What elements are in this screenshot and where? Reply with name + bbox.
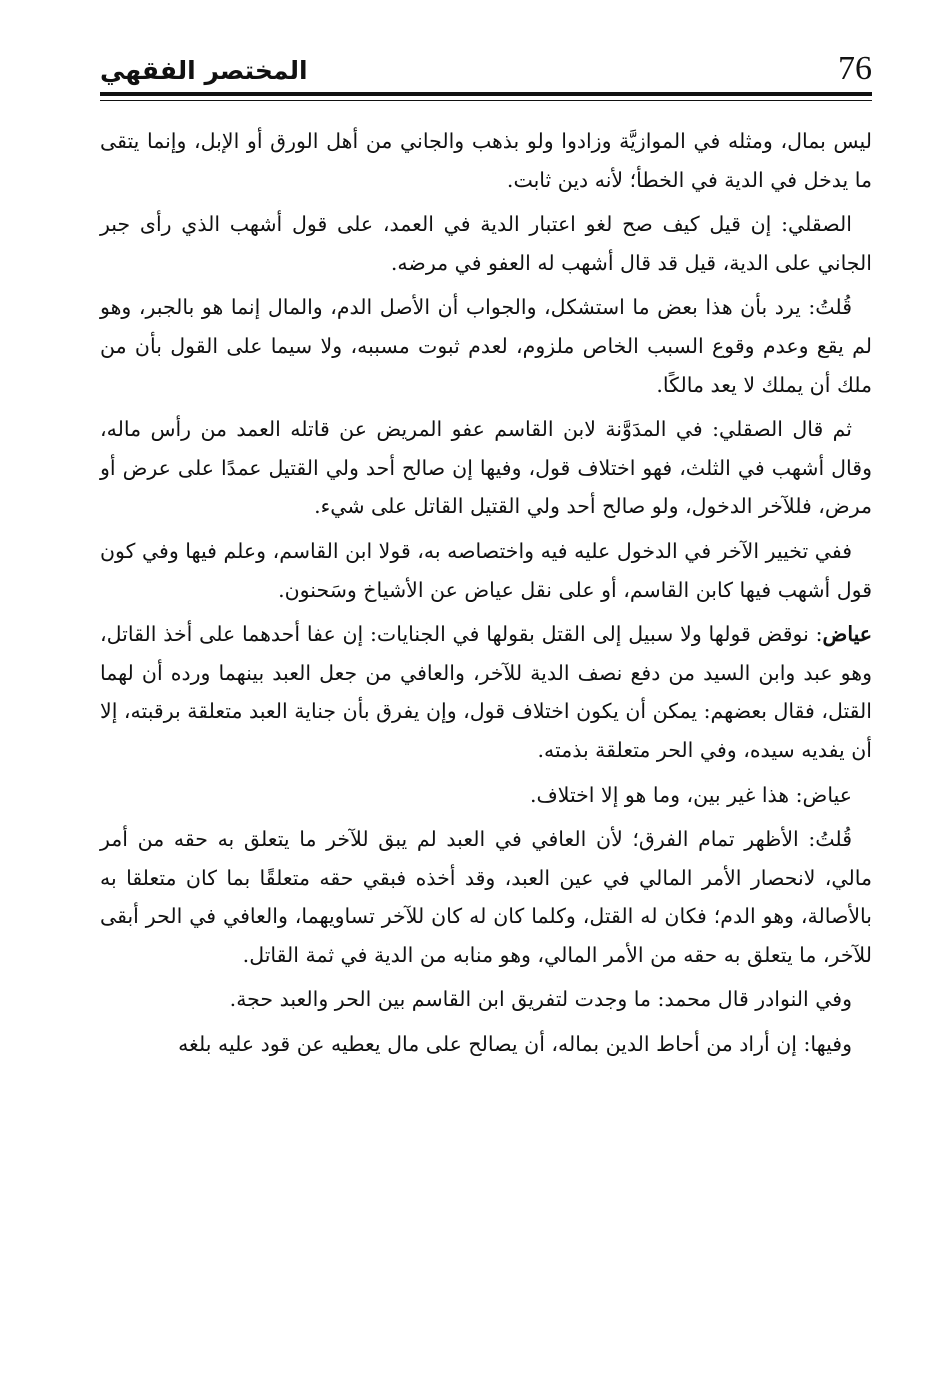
paragraph-3: قُلتُ: يرد بأن هذا بعض ما استشكل، والجواب أن الأصل الدم، والمال إنما هو بالجبر، وهو لم يقع وعدم وقوع السبب الخاص ملزوم، لعدم ثبوت مسببه، ولا سيما على القول بأن من ملك أن يملك لا يعد مالكًا. xyxy=(100,295,872,397)
paragraph-9: وفي النوادر قال محمد: ما وجدت لتفريق ابن القاسم بين الحر والعبد حجة. xyxy=(229,987,852,1012)
header-rule-thin xyxy=(100,100,872,101)
paragraph-7: عياض: هذا غير بين، وما هو إلا اختلاف. xyxy=(529,782,852,807)
book-title: المختصر الفقهي xyxy=(100,56,308,85)
paragraph-8: قُلتُ: الأظهر تمام الفرق؛ لأن العافي في العبد لم يبق للآخر ما يتعلق به حقه من أمر مالي، لانحصار الأمر المالي في عين العبد، وقد أخذه فبقي حقه متعلقًا بما كان متعلقا به بالأصالة، وهو الدم؛ فكان له القتل، وكلما كان له كان للآخر تساويهما، والعافي في الحر أبقى للآخر، ما يتعلق به حقه من الأمر المالي، وهو منابه من الدية في ثمة القاتل. xyxy=(100,827,872,967)
paragraph-6-text: : نوقض قولها ولا سبيل إلى القتل بقولها في الجنايات: إن عفا أحدهما على أخذ القاتل، وهو عبد وابن السيد من دفع نصف الدية للآخر، والعافي من جعل العبد بينهما ورده أن لهما القتل، فقال بعضهم: يمكن أن يكون اختلاف قول، وإن يفرق بأن جناية العبد متعلقة برقبته، إلا أن يفديه سيده، وفي الحر متعلقة بذمته. xyxy=(100,622,872,762)
paragraph-10: وفيها: إن أراد من أحاط الدين بماله، أن يصالح على مال يعطيه عن قود عليه بلغه xyxy=(178,1032,852,1057)
paragraph-1: ليس بمال، ومثله في الموازيَّة وزادوا ولو بذهب والجاني من أهل الورق أو الإبل، وإنما يتقى ما يدخل في الدية في الخطأ؛ لأنه دين ثابت. xyxy=(100,129,872,192)
paragraph-6-label: عياض xyxy=(822,622,872,647)
page-number: 76 xyxy=(838,50,872,87)
paragraph-6 xyxy=(100,615,872,769)
page-header xyxy=(100,50,872,90)
paragraph-4: ثم قال الصقلي: في المدَوَّنة لابن القاسم عفو المريض عن قاتله العمد من رأس ماله، وقال أشهب في الثلث، فهو اختلاف قول، وفيها إن صالح أحد ولي القتيل عمدًا على عرض أو مرض، فللآخر الدخول، ولو صالح أحد ولي القتيل القاتل على شيء. xyxy=(100,417,872,519)
page-body xyxy=(100,122,872,1372)
paragraph-5: ففي تخيير الآخر في الدخول عليه فيه واختصاصه به، قولا ابن القاسم، وعلم فيها وفي كون قول أشهب فيها كابن القاسم، أو على نقل عياض عن الأشياخ وسَحنون. xyxy=(100,538,872,602)
header-rule-thick xyxy=(100,92,872,96)
paragraph-2: الصقلي: إن قيل كيف صح لغو اعتبار الدية في العمد، على قول أشهب الذي رأى جبر الجاني على الدية، قيل قد قال أشهب له العفو في مرضه. xyxy=(100,212,872,275)
